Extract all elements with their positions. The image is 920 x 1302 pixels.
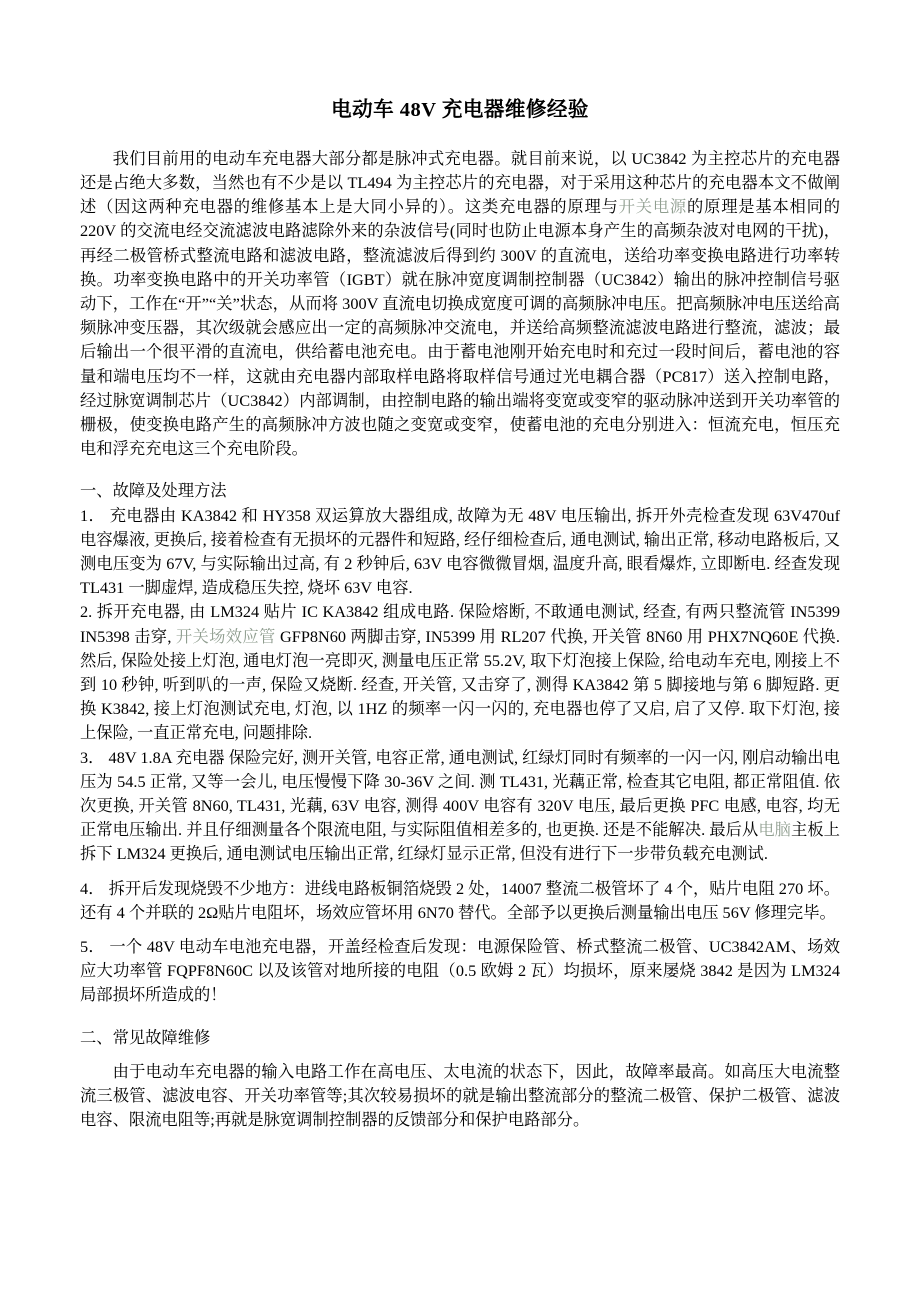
fault-item-5: 5． 一个 48V 电动车电池充电器，开盖经检查后发现：电源保险管、桥式整流二极管、UC3842AM、场效应大功率管 FQPF8N60C 以及该管对地所接的电阻（0.5 欧姆 2 瓦）均损坏，原来屡烧 3842 是因为 LM324 局部损坏所造成的！ (80, 936, 840, 1005)
page-title: 电动车 48V 充电器维修经验 (331, 99, 589, 121)
fault-item-1: 1． 充电器由 KA3842 和 HY358 双运算放大器组成, 故障为无 48V 电压输出, 拆开外壳检查发现 63V470uf 电容爆液, 更换后, 接着检查有无损坏的元器件和短路, 经仔细检查后, 通电测试, 输出正常, 移动电路板后, 又测电压变为 67V, 与实际输出过高, 有 2 秒钟后, 63V 电容微微冒烟, 温度升高, 眼看爆炸, 立即断电. 经查发现 TL431 一脚虚焊, 造成稳压失控, 烧坏 63V 电容. (80, 505, 840, 598)
fault-item-4: 4． 拆开后发现烧毁不少地方：进线电路板铜箔烧毁 2 处，14007 整流二极管坏了 4 个，贴片电阻 270 坏。还有 4 个并联的 2Ω贴片电阻坏，场效应管坏用 6N70 替代。全部予以更换后测量输出电压 56V 修理完毕。 (80, 878, 840, 922)
fault-item-2 (80, 600, 840, 745)
section-heading-1: 一、故障及处理方法 (80, 481, 227, 501)
spacer (80, 1050, 840, 1060)
intro-text-part-2: 的原理是基本相同的 220V 的交流电经交流滤波电路滤除外来的杂波信号(同时也防止电源本身产生的高频杂波对电网的干扰)，再经二极管桥式整流电路和滤波电路，整流滤波后得到约 300V 的直流电，送给功率变换电路进行功率转换。功率变换电路中的开关功率管（IGBT）就在脉冲宽度调制控制器（UC3842）输出的脉冲控制信号驱动下，工作在“开”“关”状态，从而将 300V 直流电切换成宽度可调的高频脉冲电压。把高频脉冲电压送给高频脉冲变压器，其次级就会感应出一定的高频脉冲交流电，并送给高频整流滤波电路进行整流，滤波；最后输出一个很平滑的直流电，供给蓄电池充电。由于蓄电池刚开始充电时和充过一段时间后，蓄电池的容量和端电压均不一样，这就由充电器内部取样电路将取样信号通过光电耦合器（PC817）送入控制电路，经过脉宽调制芯片（UC3842）内部调制，由控制电路的输出端将变宽或变窄的驱动脉冲送到开关功率管的栅极，使变换电路产生的高频脉冲方波也随之变宽或变窄，使蓄电池的充电分别进入：恒流充电，恒压充电和浮充充电这三个充电阶段。 (80, 197, 840, 459)
link-switching-mosfet[interactable]: 开关场效应管 (175, 626, 276, 646)
spacer (80, 461, 840, 479)
section-heading-2: 二、常见故障维修 (80, 1027, 211, 1047)
intro-paragraph (80, 147, 840, 462)
spacer (80, 925, 840, 935)
section-2-paragraph: 由于电动车充电器的输入电路工作在高电压、太电流的状态下，因此，故障率最高。如高压大电流整流三极管、滤波电容、开关功率管等;其次较易损坏的就是输出整流部分的整流二极管、保护二极管、滤波电容、限流电阻等;再就是脉宽调制控制器的反馈部分和保护电路部分。 (80, 1061, 840, 1130)
fault-item-2-part-1: 2. 拆开充电器, 由 LM324 贴片 IC KA3842 组成电路. 保险熔断, 不敢通电测试, 经查, 有两只整流管 IN5399 IN5398 击穿, (80, 602, 840, 646)
intro-text-part-1: 我们目前用的电动车充电器大部分都是脉冲式充电器。就目前来说，以 UC3842 为主控芯片的充电器还是占绝大多数，当然也有不少是以 TL494 为主控芯片的充电器，对于采用这种芯片的充电器本文不做阐述（因这两种充电器的维修基本上是大同小异的）。这类充电器的原理与 (80, 148, 840, 217)
fault-item-3-part-1: 3． 48V 1.8A 充电器 保险完好, 测开关管, 电容正常, 通电测试, 红绿灯同时有频率的一闪一闪, 刚启动输出电压为 54.5 正常, 又等一会儿, 电压慢慢下降 30-36V 之间. 测 TL431, 光藕正常, 检查其它电阻, 都正常阻值. 依次更换, 开关管 8N60, TL431, 光藕, 63V 电容, 测得 400V 电容有 320V 电压, 最后更换 PFC 电感, 电容, 均无正常电压输出. 并且仔细测量各个限流电阻, 与实际阻值相差多的, 也更换. 还是不能解决. 最后从 (80, 747, 840, 840)
link-computer[interactable]: 电脑 (758, 820, 791, 840)
spacer (80, 867, 840, 877)
fault-item-3 (80, 746, 840, 867)
fault-item-2-part-2: GFP8N60 两脚击穿, IN5399 用 RL207 代换, 开关管 8N60 用 PHX7NQ60E 代换. 然后, 保险处接上灯泡, 通电灯泡一亮即灭, 测量电压正常 55.2V, 取下灯泡接上保险, 给电动车充电, 刚接上不到 10 秒钟, 听到叭的一声, 保险又烧断. 经查, 开关管, 又击穿了, 测得 KA3842 第 5 脚接地与第 6 脚短路. 更换 K3842, 接上灯泡测试充电, 灯泡, 以 1HZ 的频率一闪一闪的, 充电器也停了又启, 启了又停. 取下灯泡, 接上保险, 一直正常充电, 问题排除. (80, 626, 840, 743)
spacer (80, 1008, 840, 1026)
fault-item-3-part-2: 主板上拆下 LM324 更换后, 通电测试电压输出正常, 红绿灯显示正常, 但没有进行下一步带负载充电测试. (80, 820, 840, 864)
link-switching-power-supply[interactable]: 开关电源 (618, 197, 688, 217)
